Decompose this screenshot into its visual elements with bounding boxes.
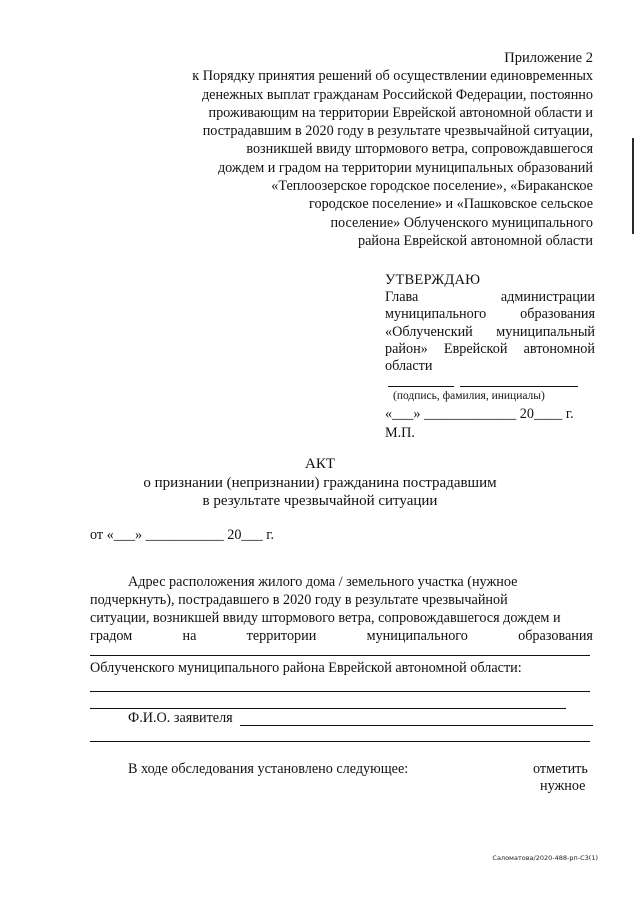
stamp-label: М.П. xyxy=(385,425,415,441)
document-reference: Саломатова/2020-488-рп-СЗ(1) xyxy=(492,854,598,862)
approval-block xyxy=(385,272,595,375)
annex-line: проживающим на территории Еврейской автономной области и xyxy=(208,104,593,121)
word: образования xyxy=(518,628,593,644)
approval-heading: УТВЕРЖДАЮ xyxy=(385,272,481,288)
word: градом xyxy=(90,628,133,644)
word: на xyxy=(182,628,197,644)
note-text: нужное xyxy=(540,778,586,794)
annex-line: денежных выплат гражданам Российской Федерации, постоянно xyxy=(201,86,593,103)
name-field[interactable] xyxy=(460,386,578,387)
address-text: ситуации, возникшей ввиду штормового ветра, сопровождавшегося дождем и xyxy=(90,610,561,626)
survey-text: В ходе обследования установлено следующее: xyxy=(128,761,409,777)
act-date-line[interactable]: от «___» ___________ 20___ г. xyxy=(90,527,275,543)
signature-field[interactable] xyxy=(388,386,454,387)
annex-line: городское поселение» и «Пашковское сельское xyxy=(309,196,593,213)
annex-line: к Порядку принятия решений об осуществлении единовременных xyxy=(192,68,593,85)
address-text: Адрес расположения жилого дома / земельного участка (нужное xyxy=(128,574,518,590)
annex-line: поселение» Облученского муниципального xyxy=(330,214,593,231)
approval-date-line[interactable]: «___» _____________ 20____ г. xyxy=(385,406,574,422)
applicant-label: Ф.И.О. заявителя xyxy=(128,710,233,726)
applicant-fill-line[interactable] xyxy=(90,741,590,742)
address-text-justified xyxy=(90,627,593,645)
signature-caption: (подпись, фамилия, инициалы) xyxy=(393,390,545,402)
annex-line: дождем и градом на территории муниципальных образований xyxy=(217,159,593,176)
act-title: АКТ xyxy=(305,456,335,472)
approval-position: Глава администрации муниципального образования «Облученский муниципальный район» Еврейской автономной области xyxy=(385,289,595,375)
annex-title: Приложение 2 xyxy=(504,50,593,66)
act-subtitle: о признании (непризнании) гражданина пострадавшим xyxy=(143,475,497,491)
annex-line: возникшей ввиду штормового ветра, сопровождавшегося xyxy=(246,141,593,158)
signature-lines xyxy=(388,386,578,387)
annex-block xyxy=(133,49,593,250)
annex-line: района Еврейской автономной области xyxy=(358,232,593,249)
scan-edge-mark xyxy=(632,138,634,234)
note-text: отметить xyxy=(533,761,588,777)
address-text: подчеркнуть), пострадавшего в 2020 году в результате чрезвычайной xyxy=(90,592,508,608)
address-text: Облученского муниципального района Еврейской автономной области: xyxy=(90,660,522,676)
address-underline[interactable] xyxy=(90,655,590,656)
applicant-name-field[interactable] xyxy=(240,725,593,726)
annex-line: «Теплоозерское городское поселение», «Бираканское xyxy=(271,178,593,195)
act-subtitle: в результате чрезвычайной ситуации xyxy=(202,493,438,509)
word: территории xyxy=(246,628,317,644)
word: муниципального xyxy=(366,628,468,644)
annex-line: пострадавшим в 2020 году в результате чрезвычайной ситуации, xyxy=(202,123,593,140)
address-fill-line[interactable] xyxy=(90,691,590,692)
